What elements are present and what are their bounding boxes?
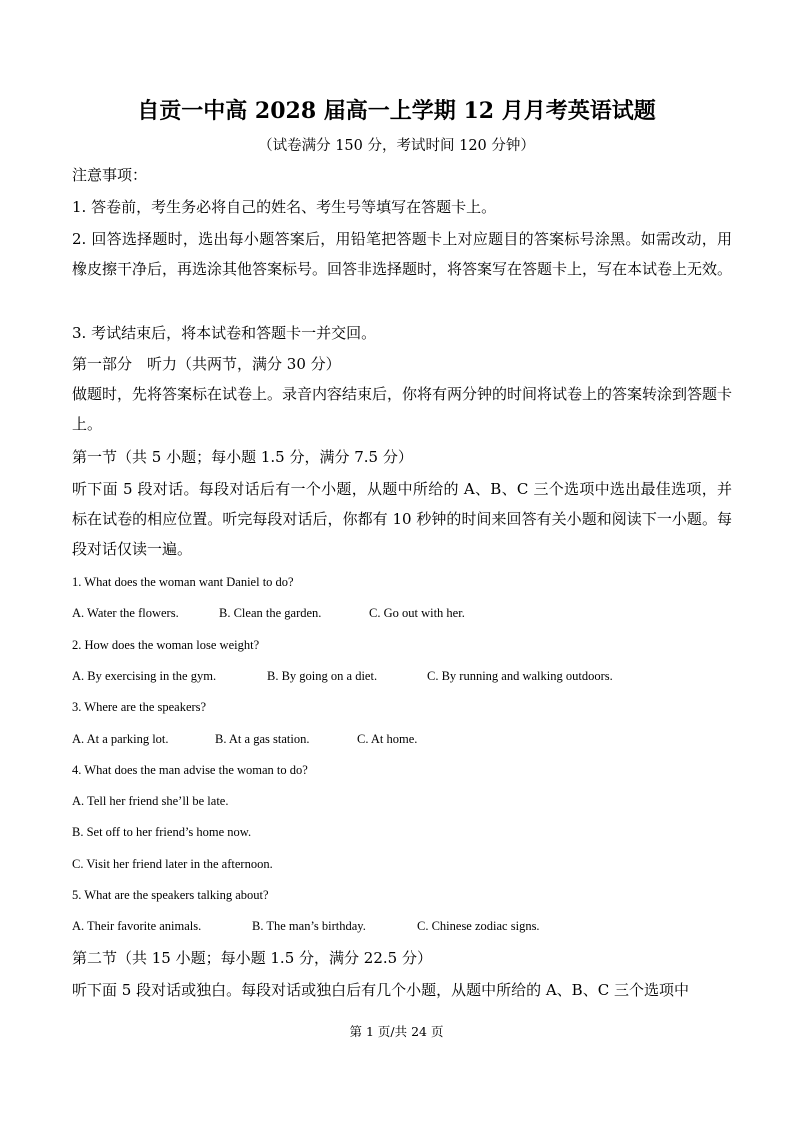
option-a: A. At a parking lot.: [72, 732, 169, 746]
option-b: B. The man’s birthday.: [252, 919, 366, 933]
part1-instruction: 做题时，先将答案标在试卷上。录音内容结束后，你将有两分钟的时间将试卷上的答案转涂到答题卡上。: [72, 385, 733, 433]
option-a: A. Their favorite animals.: [72, 919, 202, 933]
section1-instruction: 听下面 5 段对话。每段对话后有一个小题，从题中所给的 A、B、C 三个选项中选出最佳选项，并标在试卷的相应位置。听完每段对话后，你都有 10 秒钟的时间来回答有关小题和阅读下一小题。每段对话仅读一遍。: [72, 480, 732, 558]
notice-item-2: 2. 回答选择题时，选出每小题答案后，用铅笔把答题卡上对应题目的答案标号涂黑。如需改动，用橡皮擦干净后，再选涂其他答案标号。回答非选择题时，将答案写在答题卡上，写在本试卷上无效。: [72, 230, 733, 278]
question-stem: 4. What does the man advise the woman to do?: [72, 763, 308, 777]
question-options: [72, 666, 732, 686]
option-c: C. Go out with her.: [369, 606, 465, 620]
section2-heading: 第二节（共 15 小题；每小题 1.5 分，满分 22.5 分）: [72, 949, 432, 967]
option-b: B. Clean the garden.: [219, 606, 322, 620]
option-c: C. Chinese zodiac signs.: [417, 919, 540, 933]
option-b: B. Set off to her friend’s home now.: [72, 825, 252, 839]
option-c: C. By running and walking outdoors.: [427, 669, 613, 683]
question-options: [72, 603, 732, 623]
option-b: B. By going on a diet.: [267, 669, 378, 683]
page-subtitle: （试卷满分 150 分，考试时间 120 分钟）: [258, 138, 535, 154]
option-a: A. Tell her friend she’ll be late.: [72, 794, 229, 808]
section2-instruction: 听下面 5 段对话或独白。每段对话或独白后有几个小题，从题中所给的 A、B、C 三个选项中: [72, 981, 689, 999]
option-a: A. By exercising in the gym.: [72, 669, 217, 683]
section1-heading: 第一节（共 5 小题；每小题 1.5 分，满分 7.5 分）: [72, 448, 413, 466]
page-title: 自贡一中高 2028 届高一上学期 12 月月考英语试题: [137, 98, 656, 124]
option-c: C. Visit her friend later in the afternoon.: [72, 857, 273, 871]
question-stem: 5. What are the speakers talking about?: [72, 888, 269, 902]
notice-item-3: 3. 考试结束后，将本试卷和答题卡一并交回。: [72, 324, 377, 342]
question-options: [72, 729, 732, 749]
option-c: C. At home.: [357, 732, 418, 746]
notice-heading: 注意事项：: [72, 166, 148, 184]
question-stem: 1. What does the woman want Daniel to do?: [72, 575, 294, 589]
option-b: B. At a gas station.: [215, 732, 310, 746]
notice-item-1: 1. 答卷前，考生务必将自己的姓名、考生号等填写在答题卡上。: [72, 198, 497, 216]
page-number: 第 1 页/共 24 页: [349, 1024, 444, 1039]
part1-heading: 第一部分 听力（共两节，满分 30 分）: [72, 355, 341, 373]
question-stem: 2. How does the woman lose weight?: [72, 638, 260, 652]
option-a: A. Water the flowers.: [72, 606, 179, 620]
question-options: [72, 916, 732, 936]
question-stem: 3. Where are the speakers?: [72, 700, 207, 714]
